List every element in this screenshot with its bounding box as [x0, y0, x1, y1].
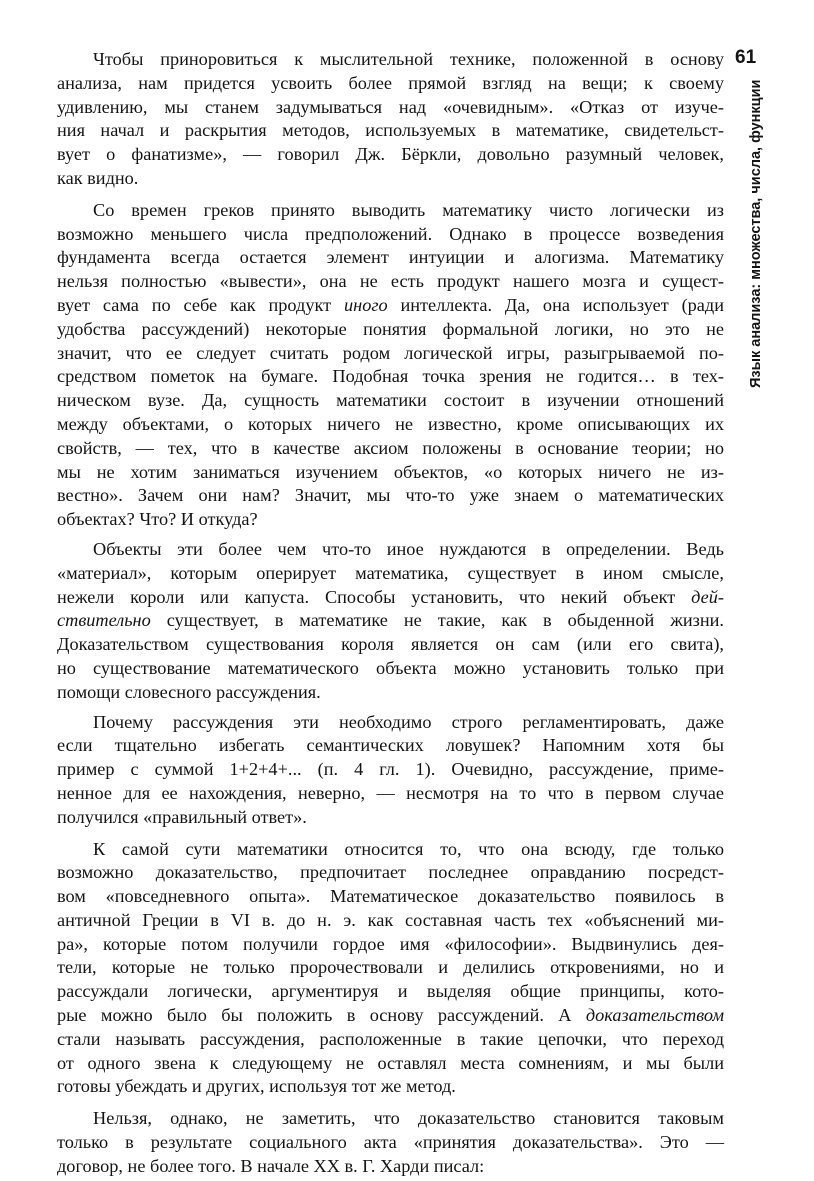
text-line: возможно меньшего числа предположений. Однако в процессе возведения [57, 223, 724, 244]
text-line: средством пометок на бумаге. Подобная точка зрения не годится… в тех- [57, 366, 724, 387]
text-line: Нельзя, однако, не заметить, что доказательство становится таковым [93, 1108, 724, 1129]
emphasis: ствительно [57, 610, 151, 631]
text-line: Почему рассуждения эти необходимо строго регламентировать, даже [93, 711, 724, 732]
paragraph [57, 48, 724, 191]
text-line: тели, которые не только пророчествовали и делились откровениями, но и [57, 957, 724, 978]
emphasis: иного [343, 294, 388, 315]
text-line: вует сама по себе как продукт иного интеллекта. Да, она использует (ради [57, 294, 725, 315]
text-line: нежели короли или капуста. Способы установить, что некий объект дей- [57, 586, 724, 607]
text-line: мы не хотим заниматься изучением объектов, «о которых ничего не из- [57, 461, 724, 482]
text-line: удобства рассуждений) некоторые понятия формальной логики, но это не [57, 318, 724, 339]
text-line: анализа, нам придется усвоить более прямой взгляд на вещи; к своему [57, 72, 724, 93]
body-text [57, 48, 724, 1181]
text-line: как видно. [57, 167, 139, 188]
text-line: но существование математического объекта можно установить только при [57, 657, 724, 678]
text-line: вует о фанатизме», — говорил Дж. Бёркли, довольно разумный человек, [57, 144, 724, 165]
text-line: вестно». Зачем они нам? Значит, мы что-то уже знаем о математических [57, 485, 724, 506]
text-line: только в результате социального акта «принятия доказательства». Это — [57, 1132, 724, 1153]
paragraph [57, 838, 724, 1100]
text-line: рые можно было бы положить в основу рассуждений. А доказательством [57, 1005, 724, 1026]
text-line: возможно доказательство, предпочитает последнее оправданию посредст- [57, 862, 724, 883]
text-line: фундамента всегда остается элемент интуиции и алогизма. Математику [57, 247, 724, 268]
paragraph [57, 538, 724, 705]
running-head: Язык анализа: множества, числа, функции [748, 79, 764, 388]
text-line: Доказательством существования короля является он сам (или его свита), [57, 634, 724, 655]
text-line: античной Греции в VI в. до н. э. как составная часть тех «объяснений ми- [57, 909, 724, 930]
text-line: стали называть рассуждения, расположенные в такие цепочки, что переход [57, 1028, 724, 1049]
text-line: К самой сути математики относится то, что она всюду, где только [93, 838, 724, 859]
text-line: ненное для ее нахождения, неверно, — несмотря на то что в первом случае [57, 782, 724, 803]
paragraph [57, 711, 724, 830]
paragraph [57, 199, 724, 532]
text-line: «материал», которым оперирует математика, существует в ином смысле, [57, 562, 724, 583]
text-line: вом «повседневного опыта». Математическое доказательство появилось в [57, 886, 724, 907]
text-line: объектах? Что? И откуда? [57, 509, 258, 530]
text-line: нельзя полностью «вывести», она не есть продукт нашего мозга и сущест- [57, 271, 724, 292]
text-line: пример с суммой 1+2+4+... (п. 4 гл. 1). Очевидно, рассуждение, приме- [57, 759, 724, 780]
text-line: Чтобы приноровиться к мыслительной технике, положенной в основу [93, 49, 724, 69]
text-line: рассуждали логически, аргументируя и выделяя общие принципы, кото- [57, 981, 724, 1002]
text-line: помощи словесного рассуждения. [57, 681, 321, 702]
text-line: свойств, — тех, что в качестве аксиом положены в основание теории; но [57, 437, 724, 458]
page-number: 61 [735, 47, 757, 68]
text-line: значит, что ее следует считать родом логической игры, разыгрываемой по- [57, 342, 724, 363]
text-line: готовы убеждать и других, используя тот же метод. [57, 1076, 456, 1097]
text-line: договор, не более того. В начале XX в. Г. Харди писал: [57, 1155, 485, 1176]
paragraph [57, 1107, 724, 1178]
text-line: ническом вузе. Да, сущность математики состоит в изучении отношений [57, 390, 724, 411]
text-line: получился «правильный ответ». [57, 806, 307, 827]
text-line: ния начал и раскрытия методов, используемых в математике, свидетельст- [57, 120, 724, 141]
text-line: если тщательно избегать семантических ловушек? Напомним хотя бы [57, 735, 724, 756]
text-line: Объекты эти более чем что-то иное нуждаются в определении. Ведь [93, 538, 724, 559]
text-line: от одного звена к следующему не оставлял места сомнениям, и мы были [57, 1052, 724, 1073]
text-line: Со времен греков принято выводить математику чисто логически из [93, 199, 724, 220]
text-line: ствительно существует, в математике не такие, как в обыденной жизни. [57, 610, 724, 631]
text-line: удивлению, мы станем задумываться над «очевидным». «Отказ от изуче- [57, 96, 724, 117]
emphasis: доказательством [585, 1005, 724, 1026]
text-line: ра», которые потом получили гордое имя «философии». Выдвинулись дея- [57, 933, 724, 954]
emphasis: дей- [691, 586, 724, 607]
text-line: между объектами, о которых ничего не известно, кроме описывающих их [57, 413, 724, 434]
